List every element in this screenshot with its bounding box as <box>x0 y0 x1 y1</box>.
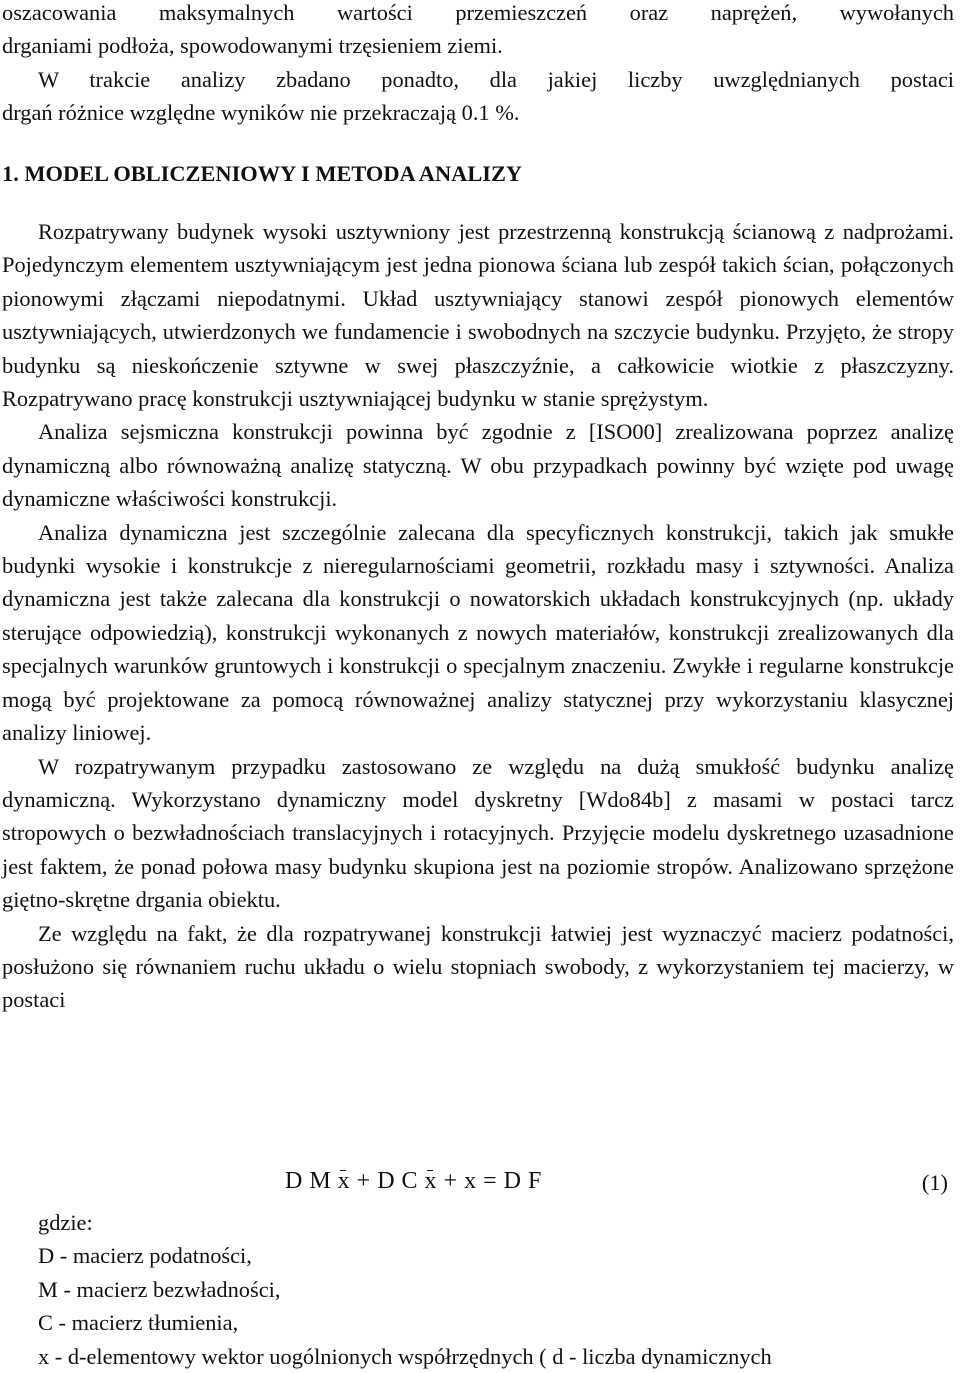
definition-item: x - d-elementowy wektor uogólnionych współrzędnych ( d - liczba dynamicznych <box>38 1343 772 1369</box>
equation-block <box>2 1168 954 1204</box>
section-number: 1. <box>2 161 19 186</box>
equation-formula <box>285 1168 542 1195</box>
definition-item: D - macierz podatności, <box>38 1243 252 1269</box>
intro-line: W trakcie analizy zbadano ponadto, dla jakiej liczby uwzględnianych postaci <box>38 66 954 92</box>
body-paragraph: Analiza dynamiczna jest szczególnie zalecana dla specyficznych konstrukcji, takich jak smukłe budynki wysokie i konstrukcje z nieregularnościami geometrii, rozkładu masy i sztywności. Analiza dynamiczna jest także zalecana dla konstrukcji o nowatorskich układach konstrukcyjnych (np. układy sterujące odpowiedzią), konstrukcji wykonanych z nowych materiałów, konstrukcji zrealizowanych dla specjalnych warunków gruntowych i konstrukcji o specjalnym znaczeniu. Zwykłe i regularne konstrukcje mogą być projektowane za pomocą równoważnej analizy statycznej przy wykorzystaniu klasycznej analizy liniowej. <box>2 519 954 746</box>
definition-item: gdzie: <box>38 1210 93 1235</box>
intro-line: oszacowania maksymalnych wartości przemieszczeń oraz naprężeń, wywołanych <box>2 0 954 25</box>
body-paragraph: Analiza sejsmiczna konstrukcji powinna być zgodnie z [ISO00] zrealizowana poprzez analizę dynamiczną albo równoważną analizę statyczną. W obu przypadkach powinny być wzięte pod uwagę dynamiczne właściwości konstrukcji. <box>2 419 954 512</box>
equation-part: + x = D F <box>437 1168 542 1194</box>
body-paragraph: Rozpatrywany budynek wysoki usztywniony jest przestrzenną konstrukcją ścianową z nadprożami. Pojedynczym elementem usztywniającym jest jedna pionowa ściana lub zespół takich ścian, połączonych pionowymi złączami niepodatnymi. Układ usztywniający stanowi zespół pionowych elementów usztywniających, utwierdzonych we fundamencie i swobodnych na szczycie budynku. Przyjęto, że stropy budynku są nieskończenie sztywne w swej płaszczyźnie, a całkowicie wiotkie z płaszczyzny. Rozpatrywano pracę konstrukcji usztywniającej budynku w stanie sprężystym. <box>2 219 954 412</box>
intro-line: drganiami podłoża, spowodowanymi trzęsieniem ziemi. <box>2 33 503 59</box>
definitions-list <box>38 1206 954 1373</box>
section-title: MODEL OBLICZENIOWY I METODA ANALIZY <box>24 161 523 186</box>
intro-paragraph <box>2 0 954 130</box>
equation-number: (1) <box>921 1170 948 1195</box>
body-paragraph: Ze względu na fakt, że dla rozpatrywanej konstrukcji łatwiej jest wyznaczyć macierz podatności, posłużono się równaniem ruchu układu o wielu stopniach swobody, z wykorzystaniem tej macierzy, w postaci <box>2 920 954 1013</box>
body-paragraph: W rozpatrywanym przypadku zastosowano ze względu na dużą smukłość budynku analizę dynamiczną. Wykorzystano dynamiczny model dyskretny [Wdo84b] z masami w postaci tarcz stropowych o bezwładnościach translacyjnych i rotacyjnych. Przyjęcie modelu dyskretnego uzasadnione jest faktem, że ponad połowa masy budynku skupiona jest na poziomie stropów. Analizowano sprzężone giętno-skrętne drgania obiektu. <box>2 753 954 913</box>
x-first-derivative: x <box>424 1168 438 1194</box>
intro-line: drgań różnice względne wyników nie przekraczają 0.1 %. <box>2 100 520 126</box>
section-body <box>2 215 954 1017</box>
definition-item: M - macierz bezwładności, <box>38 1276 281 1302</box>
definition-item: C - macierz tłumienia, <box>38 1310 239 1336</box>
section-heading <box>2 157 522 190</box>
equation-part: + D C <box>350 1168 425 1194</box>
x-second-derivative: x <box>337 1168 351 1194</box>
equation-part: D M <box>285 1168 338 1194</box>
